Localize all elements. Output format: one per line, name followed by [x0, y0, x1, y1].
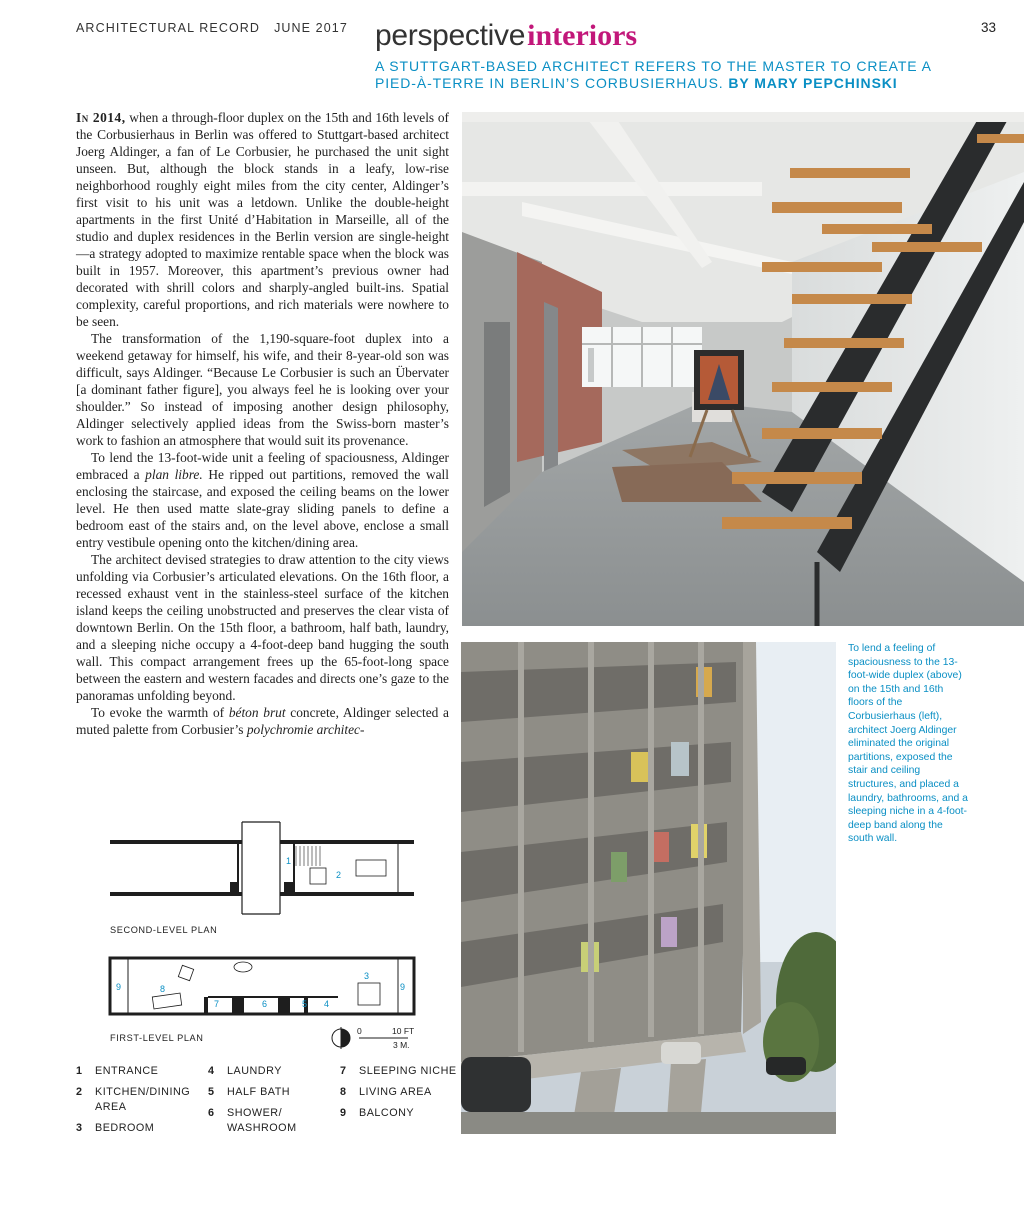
page-number: 33	[980, 20, 996, 35]
plan-marker: 9	[400, 982, 406, 992]
paragraph-5-italic-2: polychromie architec-	[246, 722, 365, 737]
lead-in: In 2014,	[76, 110, 126, 125]
paragraph-5-italic-1: béton brut	[228, 705, 286, 720]
legend-label: ENTRANCE	[95, 1065, 159, 1077]
legend-item	[76, 1064, 201, 1079]
first-level-plan	[108, 955, 418, 1019]
legend-item	[208, 1106, 333, 1136]
legend-number: 2	[76, 1086, 83, 1098]
legend-number: 7	[340, 1065, 347, 1077]
paragraph-3	[76, 449, 449, 551]
masthead	[76, 21, 348, 35]
deck-text: A STUTTGART-BASED ARCHITECT REFERS TO THE MASTER TO CREATE A PIED-À-TERRE IN BERLIN’S CORBUSIERHAUS.	[375, 58, 932, 91]
legend-number: 4	[208, 1065, 215, 1077]
legend-number: 1	[76, 1065, 83, 1077]
legend-item	[340, 1085, 465, 1100]
first-level-plan-label: FIRST-LEVEL PLAN	[110, 1033, 204, 1043]
plan-marker: 3	[364, 971, 370, 981]
legend-number: 6	[208, 1107, 215, 1119]
paragraph-1	[76, 109, 449, 330]
legend-item	[340, 1106, 465, 1121]
paragraph-5	[76, 704, 449, 738]
legend-item	[208, 1064, 333, 1079]
plan-marker: 1	[286, 856, 292, 866]
article-body	[76, 109, 449, 738]
section-title-light: perspective	[375, 19, 526, 52]
plan-marker: 4	[324, 999, 330, 1009]
legend-column-3	[340, 1064, 465, 1127]
paragraph-3-text-b: He ripped out partitions, removed the wall enclosing the staircase, and exposed the ceiling beams on the lower level. He then used matte slate-gray sliding panels to define a bedroom east of the stairs and, on the level above, enclose a small entry vestibule opening onto the kitchen/dining area.	[76, 467, 449, 550]
legend-number: 8	[340, 1086, 347, 1098]
legend-label: KITCHEN/DINING AREA	[95, 1086, 191, 1113]
legend-label: HALF BATH	[227, 1086, 291, 1098]
paragraph-3-text-a: To lend the 13-foot-wide unit a feeling of spaciousness, Aldinger embraced a	[76, 450, 449, 482]
interior-stair-photo	[462, 112, 1024, 626]
plan-marker: 9	[116, 982, 122, 992]
plan-marker: 2	[336, 870, 342, 880]
scale-zero: 0	[357, 1026, 362, 1036]
legend-label: LAUNDRY	[227, 1065, 282, 1077]
legend-number: 3	[76, 1122, 83, 1134]
plan-marker: 6	[262, 999, 268, 1009]
legend-label: LIVING AREA	[359, 1086, 432, 1098]
second-level-plan	[108, 820, 418, 918]
issue-date: JUNE 2017	[274, 21, 348, 35]
legend-item	[76, 1085, 201, 1115]
legend-column-1	[76, 1064, 201, 1142]
legend-label: SLEEPING NICHE	[359, 1065, 457, 1077]
paragraph-4: The architect devised strategies to draw attention to the city views unfolding via Corbusier’s articulated elevations. On the 16th floor, a recessed exhaust vent in the stainless-steel surface of the kitchen island keeps the ceiling unobstructed and preserves the clear vista of downtown Berlin. On the 15th floor, a bathroom, half bath, laundry, and a sleeping niche occupy a 4-foot-deep band hugging the south wall. This compact arrangement frees up the 65-foot-long space between the eastern and western facades and directs one’s gaze to the panoramas unfolding beyond.	[76, 552, 449, 703]
plan-marker: 7	[214, 999, 220, 1009]
byline: BY MARY PEPCHINSKI	[728, 75, 898, 91]
scale-meters: 3 M.	[393, 1040, 410, 1050]
second-level-plan-label: SECOND-LEVEL PLAN	[110, 925, 218, 935]
paragraph-1-text: when a through-floor duplex on the 15th and 16th levels of the Corbusierhaus in Berlin was offered to Stuttgart-based architect Joerg Aldinger, a fan of Le Corbusier, he purchased the unit sight unseen. But, although the block stands in a leafy, low-rise neighborhood roughly eight miles from the city center, Aldinger’s first visit to his unit was a letdown. Unlike the double-height apartments in the first Unité d’Habitation in Marseille, all of the studio and duplex residences in the Berlin version are single-height—a strategy adopted to maximize rentable space when the block was built in 1957. Moreover, this apartment’s previous owner had decorated with shrill colors and sharply-angled built-ins. Spatial complexity, careful proportions, and rich materials were nowhere to be seen.	[76, 110, 449, 329]
corbusierhaus-exterior-photo	[461, 642, 836, 1134]
legend-item	[76, 1121, 201, 1136]
legend-label: SHOWER/ WASHROOM	[227, 1107, 297, 1134]
section-title	[375, 18, 637, 54]
scale-feet: 10 FT	[392, 1026, 415, 1036]
legend-label: BEDROOM	[95, 1122, 155, 1134]
legend-item	[340, 1064, 465, 1079]
plan-marker: 8	[160, 984, 166, 994]
scale-bar	[330, 1024, 430, 1054]
publication-name: ARCHITECTURAL RECORD	[76, 21, 261, 35]
article-deck	[375, 58, 975, 92]
section-title-bold: interiors	[527, 19, 638, 52]
legend-number: 5	[208, 1086, 215, 1098]
paragraph-5-text-b: concrete, Aldinger selected a muted palette from Corbusier’s	[76, 705, 449, 737]
paragraph-5-text-a: To evoke the warmth of	[91, 705, 225, 720]
legend-column-2	[208, 1064, 333, 1142]
paragraph-2: The transformation of the 1,190-square-foot duplex into a weekend getaway for himself, his wife, and their 8-year-old son was difficult, says Aldinger. “Because Le Corbusier is such an Übervater [a dominant father figure], you always feel he is looking over your shoulder.” So instead of imposing another design philosophy, Aldinger selectively applied ideas from the Swiss-born master’s work to fashion an atmosphere that would suit its provenance.	[76, 331, 449, 448]
legend-number: 9	[340, 1107, 347, 1119]
plan-marker: 5	[302, 999, 308, 1009]
legend-item	[208, 1085, 333, 1100]
photo-caption: To lend a feeling of spaciousness to the 13-foot-wide duplex (above) on the 15th and 16th floors of the Corbusierhaus (left), architect Joerg Aldinger eliminated the original partitions, exposed the stair and ceiling structures, and placed a laundry, bathrooms, and a sleeping niche in a 4-foot-deep band along the south wall.	[848, 643, 968, 845]
paragraph-3-italic: plan libre.	[145, 467, 203, 482]
legend-label: BALCONY	[359, 1107, 415, 1119]
